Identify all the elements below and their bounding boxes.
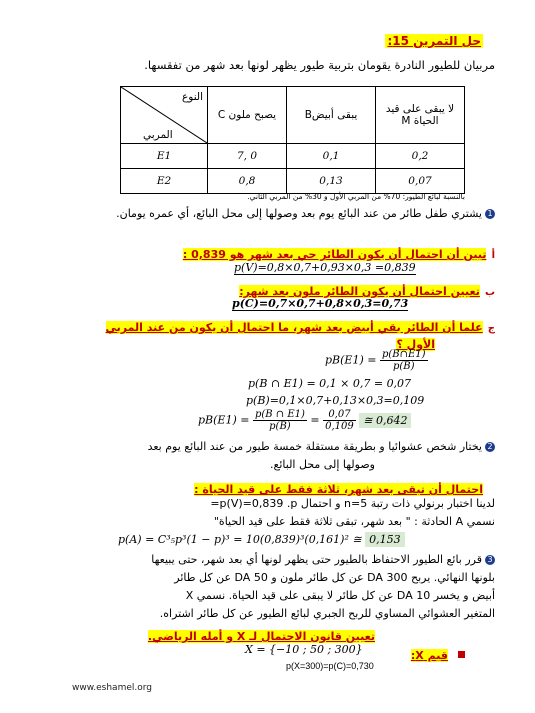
q1c-intersection: p(B ∩ E1) = 0,1 × 0,7 = 0,07 <box>248 377 412 390</box>
seller-note: بالنسبة لبائع الطيور: 70% من المربي الأول و 30% من المربي الثاني. <box>247 192 465 201</box>
table-cell: 0,13 <box>287 169 376 194</box>
q2-equation: p(A) = C³₅p³(1 − p)³ = 10(0,839)³(0,161)² ≅ 0,153 <box>118 533 405 546</box>
q1c-formula: pB(E1) = $\frac{p(B\cap E1)}{p(B)}$ <box>325 349 426 372</box>
part-letter-b: ب <box>484 287 495 298</box>
part-letter-a: أ <box>491 250 495 261</box>
q1-statement: يشتري طفل طائر من عند البائع يوم بعد وصولها إلى محل البائع، أي عمره يومان. <box>116 207 482 220</box>
q1a-heading <box>183 243 495 262</box>
q3-text-line2: بلونها النهائي. يربح 300 DA عن كل طائر ملون و 50 DA عن كل طائر <box>174 571 495 584</box>
q1b-equation: p(C)=0,7×0,7+0,8×0,3=0,73 <box>232 297 409 310</box>
table-row-label: E2 <box>121 169 208 194</box>
q3-text-line4: المتغير العشوائي المساوي للربح الجبري لبائع الطيور عن كل طائر اشتراه. <box>159 607 495 620</box>
q2-text-line1: 2يختار شخص عشوائيا و بطريقة مستقلة خمسة طيور من عند البائع يوم بعد <box>148 440 495 453</box>
q3-values-label: قيم X: <box>410 649 448 662</box>
result-highlight: ≅ 0,642 <box>359 413 411 428</box>
table-cell: 0,2 <box>376 144 465 169</box>
q1-text <box>75 206 495 221</box>
corner-breeder-label: المربي <box>143 129 173 141</box>
q1a-title: تبين أن احتمال أن يكون الطائر حي بعد شهر هو 0,839 : <box>182 248 487 261</box>
table-cell: 0,1 <box>287 144 376 169</box>
q2-text-line2: وصولها إلى محل البائع. <box>270 458 375 471</box>
q1c-result: pB(E1) = $\frac{p(B \cap E1)}{p(B)}$ = $\frac{0,07}{0,109}$ ≅ 0,642 <box>198 409 411 432</box>
q2-subtitle: احتمال أن تبقى بعد شهر، ثلاثة فقط على قيد الحياة : <box>194 483 483 496</box>
table-cell: 0,8 <box>208 169 287 194</box>
table-header-row <box>121 87 465 144</box>
question-number-badge: 2 <box>485 442 495 452</box>
q2-bernoulli-line: لدينا اختبار برنولي ذات رتبة n=5 و احتمال p(V)=0,839 .p= <box>210 497 495 510</box>
table-row <box>121 169 465 194</box>
q3-text-line1: 3قرر بائع الطيور الاحتفاظ بالطيور حتى يظهر لونها أي بعد شهر، حتى يبيعها <box>151 553 495 566</box>
probability-table <box>120 86 465 194</box>
corner-kind-label: النوع <box>182 91 203 103</box>
q1a-equation: p(V)=0,8×0,7+0,93×0,3 =0,839 <box>234 261 416 274</box>
q3-values-set: X = {−10 ; 50 ; 300} <box>245 643 363 656</box>
q2-event-line: نسمي A الحادثة : " بعد شهر، تبقى ثلاثة فقط على قيد الحياة" <box>213 515 495 528</box>
q1c-title-line1: علما أن الطائر بقي أبيض بعد شهر، ما احتمال أن يكون من عند المربي <box>105 321 483 334</box>
q1c-total-prob: p(B)=0,1×0,7+0,13×0,3=0,109 <box>246 394 425 407</box>
q1b-title: تعيين احتمال أن يكون الطائر ملون بعد شهر: <box>239 285 480 298</box>
footer-website: www.eshamel.org <box>72 683 152 693</box>
table-row-label: E1 <box>121 144 208 169</box>
fraction: $\frac{0,07}{0,109}$ <box>325 409 354 432</box>
table-cell: 0,07 <box>376 169 465 194</box>
q3-text-line3: أبيض و يخسر 10 DA عن كل طائر لا يبقى على قيد الحياة. نسمي X <box>185 589 495 602</box>
table-cell: 0 ,7 <box>208 144 287 169</box>
result-highlight: 0,153 <box>365 532 405 547</box>
fraction: $\frac{p(B\cap E1)}{p(B)}$ <box>381 349 426 372</box>
table-row <box>121 144 465 169</box>
q1c-heading <box>106 316 495 335</box>
table-corner-cell <box>121 87 208 144</box>
q3-values-item <box>411 644 465 663</box>
fraction: $\frac{p(B \cap E1)}{p(B)}$ <box>254 409 305 432</box>
table-header-cell: يصبح ملون C <box>208 87 287 144</box>
question-number-badge: 1 <box>485 209 495 219</box>
part-letter-c: ج <box>487 323 495 334</box>
table-header-cell: لا يبقى على قيد الحياة M <box>376 87 465 144</box>
intro-text: مربيان للطيور النادرة يقومان بتربية طيور يظهر لونها بعد شهر من تفقسها. <box>144 58 495 72</box>
exercise-title: حل التمرين 15: <box>387 34 481 48</box>
question-number-badge: 3 <box>485 555 495 565</box>
table-header-cell: يبقى أبيضB <box>287 87 376 144</box>
q3-prob-line: p(X=300)=p(C)=0,730 <box>286 661 374 671</box>
q3-subtitle: تعيين قانون الاحتمال لـ X و أمله الرياضي. <box>147 630 375 643</box>
q1c-title-line2: الأول ؟ <box>396 338 435 351</box>
bullet-square-icon <box>458 651 465 658</box>
